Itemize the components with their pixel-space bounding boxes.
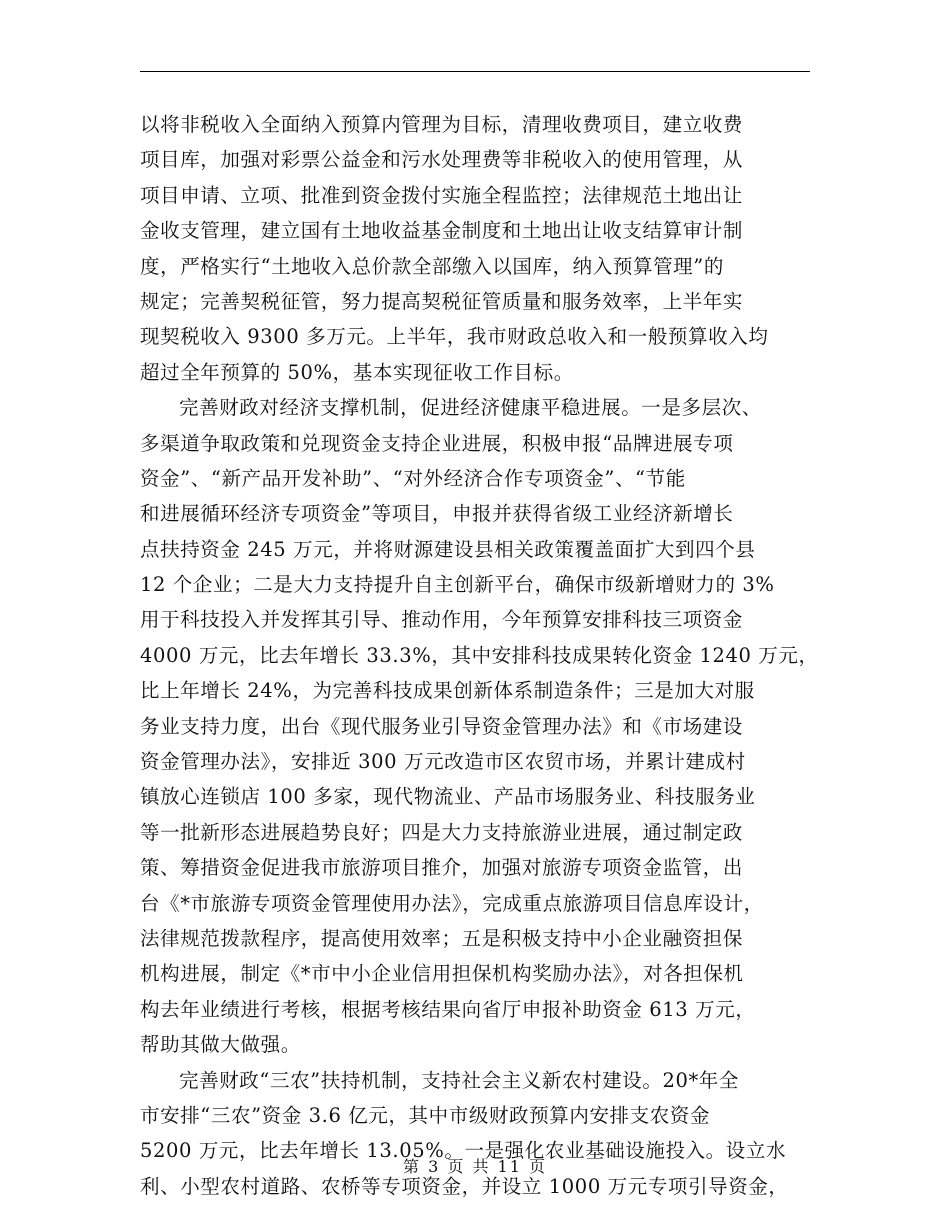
text-line: 点扶持资金 245 万元，并将财源建设县相关政策覆盖面扩大到四个县 [140, 537, 756, 561]
text-line: 度，严格实行“土地收入总价款全部缴入以国库，纳入预算管理”的 [140, 254, 724, 278]
text-line: 策、筹措资金促进我市旅游项目推介，加强对旅游专项资金监管，出 [140, 856, 744, 880]
text-line: 务业支持力度，出台《现代服务业引导资金管理办法》和《市场建设 [140, 714, 744, 738]
text-line: 资金”、“新产品开发补助”、“对外经济合作专项资金”、“节能 [140, 466, 686, 490]
text-line: 5200 万元，比去年增长 13.05%。一是强化农业基础设施投入。设立水 [140, 1139, 787, 1163]
text-line: 以将非税收入全面纳入预算内管理为目标，清理收费项目，建立收费 [140, 113, 744, 136]
text-line: 金收支管理，建立国有土地收益基金制度和土地出让收支结算审计制 [140, 219, 744, 243]
text-line: 超过全年预算的 50%，基本实现征收工作目标。 [140, 360, 574, 384]
text-line: 12 个企业；二是大力支持提升自主创新平台，确保市级新增财力的 3% [140, 573, 775, 597]
text-line: 法律规范拨款程序，提高使用效率；五是积极支持中小企业融资担保 [140, 926, 744, 950]
document-body [140, 107, 820, 1204]
text-line: 项目申请、立项、批准到资金拨付实施全程监控；法律规范土地出让 [140, 183, 744, 207]
paragraph-start-line: 完善财政对经济支撑机制，促进经济健康平稳进展。一是多层次、 [179, 396, 762, 420]
text-line: 机构进展，制定《*市中小企业信用担保机构奖励办法》，对各担保机 [140, 962, 744, 986]
text-line: 资金管理办法》，安排近 300 万元改造市区农贸市场，并累计建成村 [140, 750, 746, 774]
text-line: 4000 万元，比去年增长 33.3%，其中安排科技成果转化资金 1240 万元， [140, 643, 819, 667]
page-number-footer: 第 3 页 共 11 页 [403, 1157, 547, 1176]
text-line: 规定；完善契税征管，努力提高契税征管质量和服务效率，上半年实 [140, 289, 744, 313]
text-line: 项目库，加强对彩票公益金和污水处理费等非税收入的使用管理，从 [140, 148, 744, 172]
text-line: 比上年增长 24%，为完善科技成果创新体系制造条件；三是加大对服 [140, 679, 755, 703]
text-line: 构去年业绩进行考核，根据考核结果向省厅申报补助资金 613 万元， [140, 997, 756, 1021]
text-line: 市安排“三农”资金 3.6 亿元，其中市级财政预算内安排支农资金 [140, 1103, 711, 1127]
text-line: 利、小型农村道路、农桥等专项资金，并设立 1000 万元专项引导资金， [140, 1174, 789, 1198]
text-line: 等一批新形态进展趋势良好；四是大力支持旅游业进展，通过制定政 [140, 820, 744, 844]
paragraph-start-line: 完善财政“三农”扶持机制，支持社会主义新农村建设。20*年全 [179, 1068, 740, 1092]
text-line: 镇放心连锁店 100 多家，现代物流业、产品市场服务业、科技服务业 [140, 785, 756, 809]
text-line: 台《*市旅游专项资金管理使用办法》，完成重点旅游项目信息库设计， [140, 891, 764, 915]
text-line: 现契税收入 9300 多万元。上半年，我市财政总收入和一般预算收入均 [140, 325, 769, 349]
text-line: 帮助其做大做强。 [140, 1033, 301, 1057]
text-line: 用于科技投入并发挥其引导、推动作用，今年预算安排科技三项资金 [140, 608, 744, 632]
header-rule [140, 71, 810, 72]
text-line: 多渠道争取政策和兑现资金支持企业进展，积极申报“品牌进展专项 [140, 431, 734, 455]
text-line: 和进展循环经济专项资金”等项目，申报并获得省级工业经济新增长 [140, 502, 734, 526]
